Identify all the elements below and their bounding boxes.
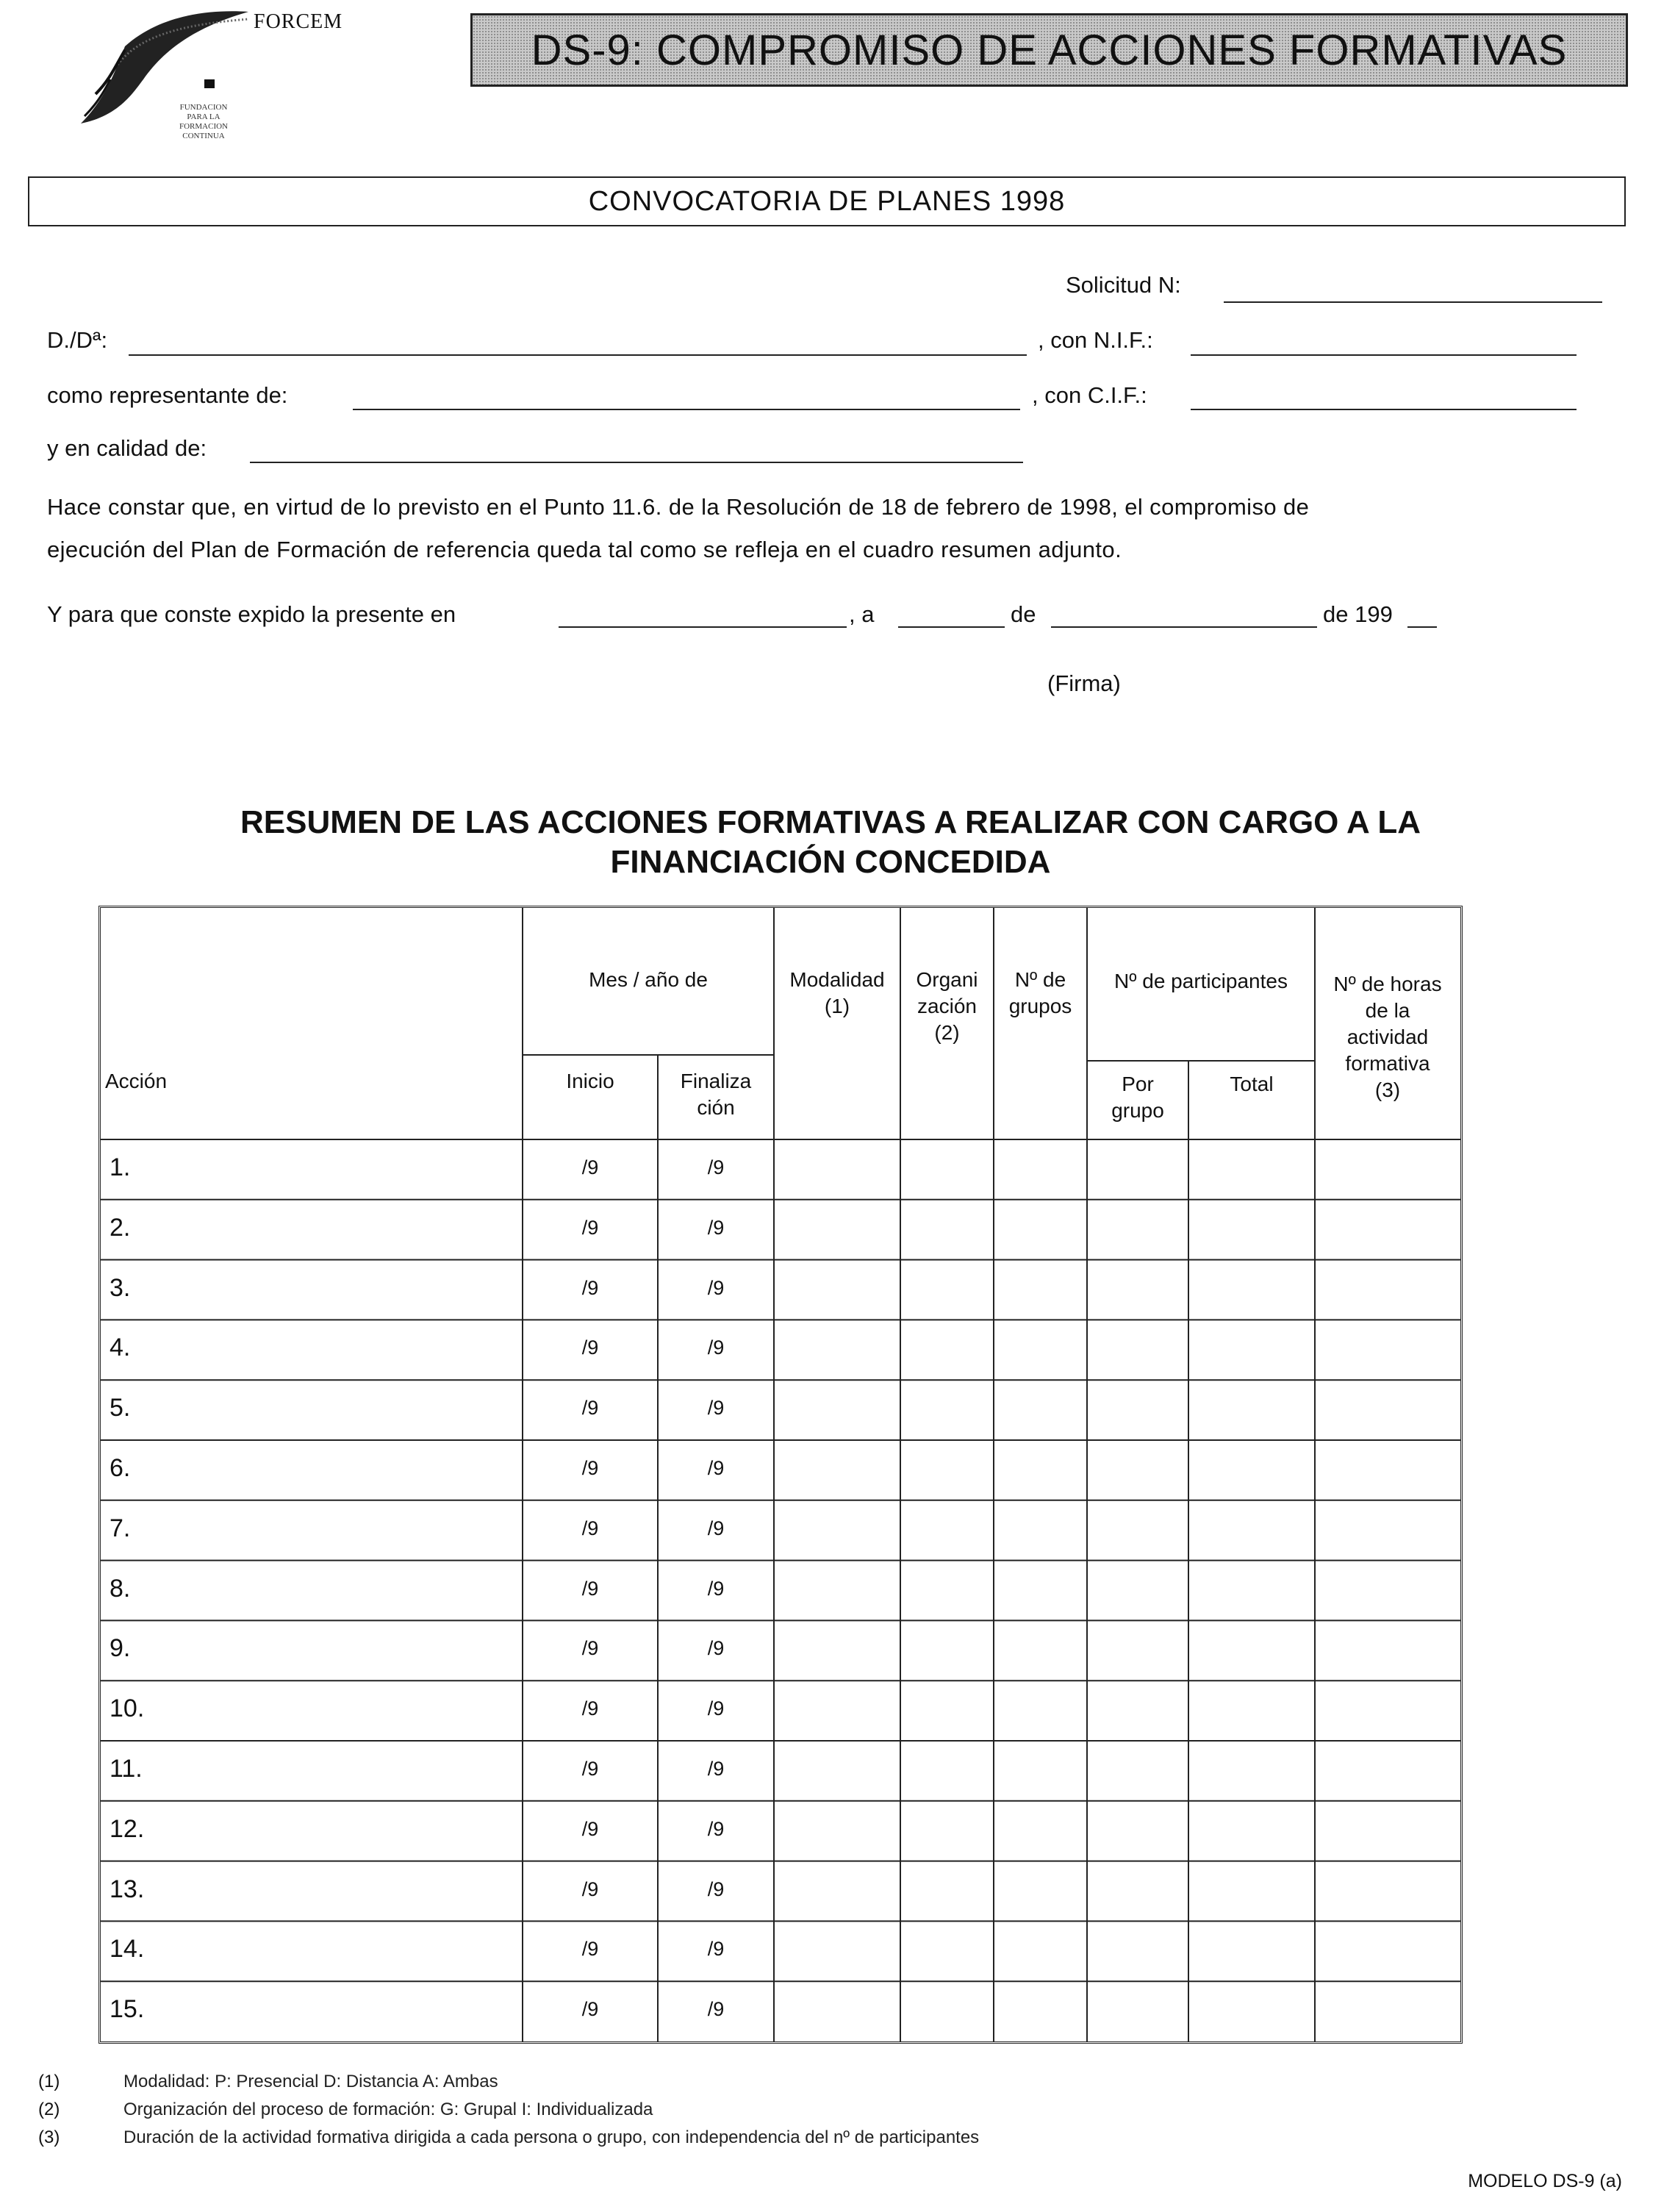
document-title-box [470, 13, 1628, 87]
row-inicio-value[interactable]: /9 [581, 1336, 599, 1359]
row-inicio-value[interactable]: /9 [581, 1697, 599, 1720]
statement-line-1: Hace constar que, en virtud de lo previsto en el Punto 11.6. de la Resolución de 18 de febrero de 1998, el compromiso de [47, 494, 1310, 520]
header-inicio: Inicio [566, 1070, 614, 1092]
dia-field[interactable] [898, 626, 1005, 628]
row-fin-value[interactable]: /9 [707, 1817, 725, 1840]
row-accion-label: 5. [110, 1394, 131, 1422]
row-fin-value[interactable]: /9 [707, 1276, 725, 1299]
row-fin-value[interactable]: /9 [707, 1637, 725, 1660]
header-organizacion-line-1: Organi [916, 968, 978, 991]
calidad-field[interactable] [250, 462, 1023, 463]
header-mes-ano: Mes / año de [589, 968, 708, 991]
row-inicio-value[interactable]: /9 [581, 1637, 599, 1660]
header-modalidad-line-1: Modalidad [789, 968, 885, 991]
row-accion-label: 4. [110, 1334, 131, 1362]
header-horas-line-1: Nº de horas [1333, 973, 1442, 995]
header-horas-line-2: de la [1365, 999, 1410, 1022]
statement-line-2: ejecución del Plan de Formación de referencia queda tal como se refleja en el cuadro resumen adjunto. [47, 537, 1122, 562]
footnote-number: (3) [38, 2127, 60, 2147]
row-inicio-value[interactable]: /9 [581, 1456, 599, 1479]
row-inicio-value[interactable]: /9 [581, 1517, 599, 1539]
header-horas-line-5: (3) [1374, 1078, 1401, 1101]
row-inicio-value[interactable]: /9 [581, 1757, 599, 1780]
nif-label: , con N.I.F.: [1038, 327, 1153, 353]
row-accion-label: 13. [110, 1875, 145, 1903]
row-accion-label: 2. [110, 1213, 131, 1242]
row-accion-label: 14. [110, 1935, 145, 1964]
summary-table [98, 906, 1463, 2044]
org-subtitle: FUNDACION PARA LA FORMACION CONTINUA [179, 103, 228, 140]
org-name: FORCEM [254, 10, 343, 33]
row-accion-label: 12. [110, 1814, 145, 1843]
header-por-grupo-line-2: grupo [1111, 1099, 1164, 1122]
de-label: de [1011, 601, 1036, 627]
header-n-grupos-line-2: grupos [1008, 995, 1072, 1017]
mes-field[interactable] [1051, 626, 1317, 628]
header-organizacion-line-2: zación [917, 995, 977, 1017]
row-fin-value[interactable]: /9 [707, 1938, 725, 1961]
row-inicio-value[interactable]: /9 [581, 1938, 599, 1961]
summary-title-line-2: FINANCIACIÓN CONCEDIDA [610, 844, 1051, 880]
row-accion-label: 11. [110, 1754, 143, 1783]
row-accion-label: 1. [110, 1153, 131, 1181]
expido-label: Y para que conste expido la presente en [47, 601, 456, 627]
header-finalizacion [658, 1068, 774, 1121]
footnote-text: Duración de la actividad formativa dirigida a cada persona o grupo, con independencia del nº de participantes [123, 2127, 980, 2147]
nif-field[interactable] [1191, 354, 1577, 356]
row-inicio-value[interactable]: /9 [581, 1577, 599, 1600]
expido-lugar-field[interactable] [559, 626, 847, 628]
solicitud-field[interactable] [1224, 301, 1602, 303]
header-horas-line-4: formativa [1345, 1052, 1430, 1075]
header-organizacion [900, 967, 994, 1046]
header-por-grupo [1087, 1071, 1188, 1124]
row-inicio-value[interactable]: /9 [581, 1156, 599, 1178]
header-n-grupos [994, 967, 1087, 1020]
row-inicio-value[interactable]: /9 [581, 1817, 599, 1840]
row-fin-value[interactable]: /9 [707, 1697, 725, 1720]
header-organizacion-line-3: (2) [934, 1021, 960, 1044]
row-fin-value[interactable]: /9 [707, 1517, 725, 1539]
firma-label: (Firma) [1047, 670, 1121, 696]
ano-field[interactable] [1407, 626, 1437, 628]
footnote-number: (1) [38, 2072, 60, 2091]
summary-title-line-1: RESUMEN DE LAS ACCIONES FORMATIVAS A REALIZAR CON CARGO A LA [240, 804, 1421, 840]
representante-label: como representante de: [47, 382, 288, 408]
row-inicio-value[interactable]: /9 [581, 1998, 599, 2021]
row-inicio-value[interactable]: /9 [581, 1397, 599, 1420]
footnote-number: (2) [38, 2100, 60, 2119]
row-fin-value[interactable]: /9 [707, 1757, 725, 1780]
de-199-label: de 199 [1323, 601, 1393, 627]
convocatoria-title: CONVOCATORIA DE PLANES 1998 [588, 185, 1066, 217]
row-fin-value[interactable]: /9 [707, 1577, 725, 1600]
header-total: Total [1230, 1073, 1274, 1095]
summary-title [132, 803, 1529, 882]
modelo-label: MODELO DS-9 (a) [1468, 2171, 1622, 2191]
row-fin-value[interactable]: /9 [707, 1998, 725, 2021]
header-n-grupos-line-1: Nº de [1014, 968, 1066, 991]
cif-label: , con C.I.F.: [1032, 382, 1147, 408]
row-accion-label: 10. [110, 1694, 145, 1723]
row-fin-value[interactable]: /9 [707, 1456, 725, 1479]
dd-field[interactable] [129, 354, 1027, 356]
header-participantes: Nº de participantes [1114, 970, 1288, 992]
row-inicio-value[interactable]: /9 [581, 1276, 599, 1299]
document-title: DS-9: COMPROMISO DE ACCIONES FORMATIVAS [531, 26, 1568, 74]
row-fin-value[interactable]: /9 [707, 1878, 725, 1900]
convocatoria-box [28, 176, 1626, 226]
row-fin-value[interactable]: /9 [707, 1336, 725, 1359]
header-por-grupo-line-1: Por [1122, 1073, 1154, 1095]
calidad-label: y en calidad de: [47, 435, 207, 461]
header-modalidad-line-2: (1) [824, 995, 850, 1017]
row-accion-label: 8. [110, 1574, 131, 1603]
header-horas [1315, 971, 1460, 1103]
cif-field[interactable] [1191, 409, 1577, 410]
header-accion: Acción [105, 1070, 168, 1092]
representante-field[interactable] [353, 409, 1020, 410]
footnote-text: Organización del proceso de formación: G: Grupal I: Individualizada [123, 2100, 653, 2119]
header-finalizacion-line-2: ción [697, 1096, 735, 1119]
row-accion-label: 15. [110, 1995, 145, 2024]
row-inicio-value[interactable]: /9 [581, 1216, 599, 1239]
a-label: , a [849, 601, 875, 627]
row-fin-value[interactable]: /9 [707, 1216, 725, 1239]
row-fin-value[interactable]: /9 [707, 1156, 725, 1178]
solicitud-label: Solicitud N: [1066, 272, 1181, 298]
header-horas-line-3: actividad [1346, 1026, 1429, 1048]
footnote-text: Modalidad: P: Presencial D: Distancia A: Ambas [123, 2072, 498, 2091]
row-accion-label: 9. [110, 1634, 131, 1663]
row-accion-label: 3. [110, 1273, 131, 1302]
row-accion-label: 7. [110, 1514, 131, 1542]
row-accion-label: 6. [110, 1453, 131, 1482]
header-finalizacion-line-1: Finaliza [680, 1070, 752, 1092]
row-inicio-value[interactable]: /9 [581, 1878, 599, 1900]
header-modalidad [774, 967, 900, 1020]
dd-label: D./Dª: [47, 327, 108, 353]
row-fin-value[interactable]: /9 [707, 1397, 725, 1420]
